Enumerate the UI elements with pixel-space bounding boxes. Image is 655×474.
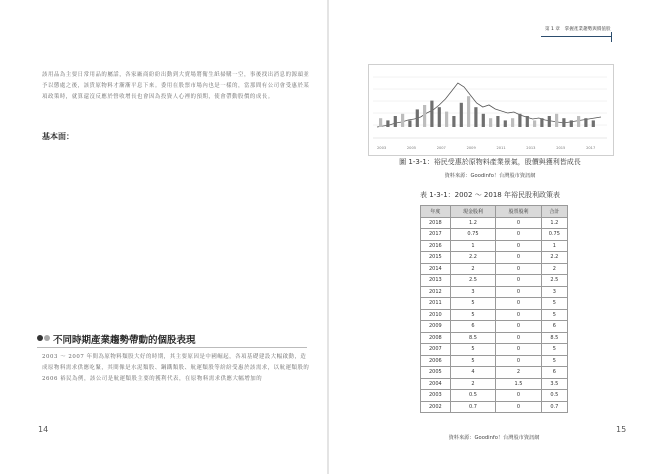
table-cell: 2014 <box>421 263 451 275</box>
chart-axis-label: 2015 <box>556 146 566 150</box>
dividend-table <box>420 205 568 413</box>
chart-bar <box>504 120 507 127</box>
chart-bar <box>511 118 514 127</box>
table-cell: 5 <box>450 298 495 310</box>
table-row <box>421 367 568 379</box>
table-cell: 0 <box>496 275 541 287</box>
table-header-cell: 現金股利 <box>450 206 495 218</box>
chart-bar <box>460 103 463 127</box>
paragraph-4: 2003 ～ 2007 年間為原物料類股大好的時期，其主要原因是中國崛起，各項基礎建設大幅啟動，造成原物料需求供應吃緊，其間像是水泥類股、鋼鐵類股、航運類股等紛紛受惠於該需求，以航運類股的 2606 裕民為例，該公司是航運類股主要的獲利代表，在原物料需求供應大幅增加的 <box>42 354 310 382</box>
table-cell: 2.2 <box>450 252 495 264</box>
table-cell: 8.5 <box>541 332 567 344</box>
table-cell: 0 <box>496 309 541 321</box>
table-cell: 0 <box>496 252 541 264</box>
section-rule <box>37 347 307 348</box>
table-cell: 2003 <box>421 390 451 402</box>
chart-bar <box>438 107 441 127</box>
table-body <box>421 217 568 413</box>
table-header-cell: 股票股利 <box>496 206 541 218</box>
chapter-header-text: 第 1 章 掌握產業趨勢與價值股 <box>545 27 611 32</box>
chapter-header <box>545 22 625 36</box>
table-cell: 2 <box>450 263 495 275</box>
section-title-text: 不同時期產業趨勢帶動的個股表現 <box>53 335 196 346</box>
chart-bar <box>401 114 404 127</box>
chart-axis-label: 2011 <box>496 146 506 150</box>
table-header-cell: 合計 <box>541 206 567 218</box>
table-cell: 5 <box>541 355 567 367</box>
chart-bar <box>489 118 492 127</box>
chart-bar <box>555 114 558 127</box>
chart-axis-label: 2007 <box>436 146 446 150</box>
page-number-left: 14 <box>38 425 49 434</box>
table-row <box>421 286 568 298</box>
table-cell: 5 <box>541 309 567 321</box>
table-row <box>421 275 568 287</box>
table-row <box>421 217 568 229</box>
chart-bar <box>540 118 543 127</box>
chart-bar <box>474 107 477 127</box>
table-cell: 6 <box>541 367 567 379</box>
table-cell: 2013 <box>421 275 451 287</box>
table-cell: 0.5 <box>541 390 567 402</box>
chart-bar <box>408 120 411 127</box>
table-cell: 0 <box>496 344 541 356</box>
table-cell: 5 <box>450 309 495 321</box>
table-cell: 2006 <box>421 355 451 367</box>
chart-bar <box>430 101 433 127</box>
table-cell: 2011 <box>421 298 451 310</box>
chart-bar <box>562 118 565 127</box>
table-cell: 2 <box>496 367 541 379</box>
chart-bar <box>394 116 397 127</box>
table-header-cell: 年度 <box>421 206 451 218</box>
table-cell: 6 <box>450 321 495 333</box>
chart-bar <box>518 114 521 127</box>
chart-bar <box>416 109 419 127</box>
chart-axis-label: 2009 <box>466 146 476 150</box>
table-cell: 0 <box>496 240 541 252</box>
table-cell: 2017 <box>421 229 451 241</box>
table-cell: 3.5 <box>541 378 567 390</box>
chart-bar <box>533 120 536 127</box>
table-cell: 5 <box>450 344 495 356</box>
bullet-dots-icon <box>37 335 51 343</box>
table-row <box>421 298 568 310</box>
table-cell: 2018 <box>421 217 451 229</box>
table-header-row <box>421 206 568 218</box>
table-cell: 8.5 <box>450 332 495 344</box>
table-row <box>421 252 568 264</box>
chart-axis-label: 2013 <box>526 146 536 150</box>
table-cell: 3 <box>450 286 495 298</box>
chart-axis-label: 2005 <box>406 146 417 150</box>
stock-chart-svg <box>369 65 613 155</box>
chart-bar <box>379 118 382 127</box>
stock-chart <box>368 64 614 156</box>
table-cell: 5 <box>541 298 567 310</box>
chart-bar <box>592 120 595 127</box>
table-row <box>421 309 568 321</box>
chart-axis-label: 2017 <box>586 146 596 150</box>
table-row <box>421 229 568 241</box>
chart-bar <box>386 120 389 127</box>
chart-bar <box>452 116 455 127</box>
table-cell: 0 <box>496 298 541 310</box>
page-number-right: 15 <box>616 425 627 434</box>
table-cell: 0 <box>496 332 541 344</box>
table-cell: 0.5 <box>450 390 495 402</box>
table-row <box>421 355 568 367</box>
chart-bar <box>496 116 499 127</box>
table-cell: 1 <box>450 240 495 252</box>
table-cell: 4 <box>450 367 495 379</box>
figure-caption: 圖 1-3-1：裕民受惠於原物料產業景氣，股價與獲利皆成長 <box>399 158 581 166</box>
table-cell: 1 <box>541 240 567 252</box>
section-title <box>37 331 307 347</box>
table-cell: 0.7 <box>450 401 495 413</box>
chart-bar <box>526 116 529 127</box>
table-cell: 2.5 <box>541 275 567 287</box>
table-cell: 0 <box>496 263 541 275</box>
table-row <box>421 401 568 413</box>
table-cell: 2008 <box>421 332 451 344</box>
table-row <box>421 240 568 252</box>
table-cell: 1.5 <box>496 378 541 390</box>
table-cell: 0 <box>496 217 541 229</box>
table-cell: 0.75 <box>450 229 495 241</box>
table-cell: 2010 <box>421 309 451 321</box>
table-row <box>421 332 568 344</box>
chart-bar <box>548 116 551 127</box>
table-cell: 2012 <box>421 286 451 298</box>
chart-bar <box>423 105 426 127</box>
chart-bar <box>467 96 470 127</box>
table-cell: 0.75 <box>541 229 567 241</box>
table-row <box>421 344 568 356</box>
table-row <box>421 321 568 333</box>
table-cell: 2016 <box>421 240 451 252</box>
heading-fundamental: 基本面： <box>42 131 74 141</box>
table-cell: 5 <box>541 344 567 356</box>
table-cell: 2004 <box>421 378 451 390</box>
table-cell: 6 <box>541 321 567 333</box>
table-source: 資料來源：Goodinfo！台灣股市資訊網 <box>448 435 540 441</box>
table-cell: 0 <box>496 355 541 367</box>
table-row <box>421 263 568 275</box>
gutter <box>327 0 329 474</box>
paragraph-1: 該用品為主要日常用品的屬話，各家廠商紛紛出動到大賣場將衛生紙掃購一空，事後找出消息的源頭並予以懲處之後，該貨原物料才漸漸平息下來。委用在股票市場內也是一樣的，當那間有公司會受惠於某項政策時，就算還沒反應於營收增長也會因為投資人心裡的預期，使會帶動股價的成長。 <box>42 72 310 100</box>
figure-source: 資料來源：Goodinfo！台灣股市資訊網 <box>444 173 536 179</box>
table-row <box>421 390 568 402</box>
table-cell: 2005 <box>421 367 451 379</box>
table-cell: 2009 <box>421 321 451 333</box>
chart-bar <box>577 116 580 127</box>
table-cell: 0.7 <box>541 401 567 413</box>
table-cell: 0 <box>496 229 541 241</box>
table-cell: 2 <box>541 263 567 275</box>
table-cell: 3 <box>541 286 567 298</box>
table-cell: 2015 <box>421 252 451 264</box>
table-cell: 5 <box>450 355 495 367</box>
chart-bar <box>570 120 573 127</box>
table-cell: 2.5 <box>450 275 495 287</box>
table-cell: 0 <box>496 321 541 333</box>
table-cell: 2.2 <box>541 252 567 264</box>
table-cell: 2002 <box>421 401 451 413</box>
table-cell: 2 <box>450 378 495 390</box>
table-title: 表 1-3-1：2002 ～ 2018 年裕民股利政策表 <box>420 191 560 199</box>
chart-bar <box>584 118 587 127</box>
table-cell: 0 <box>496 401 541 413</box>
table-cell: 2007 <box>421 344 451 356</box>
table-cell: 0 <box>496 390 541 402</box>
table-row <box>421 378 568 390</box>
chart-bar <box>445 112 448 127</box>
table-cell: 1.2 <box>541 217 567 229</box>
chart-axis-label: 2003 <box>377 146 387 150</box>
chart-bar <box>482 114 485 127</box>
table-cell: 1.2 <box>450 217 495 229</box>
table-cell: 0 <box>496 286 541 298</box>
